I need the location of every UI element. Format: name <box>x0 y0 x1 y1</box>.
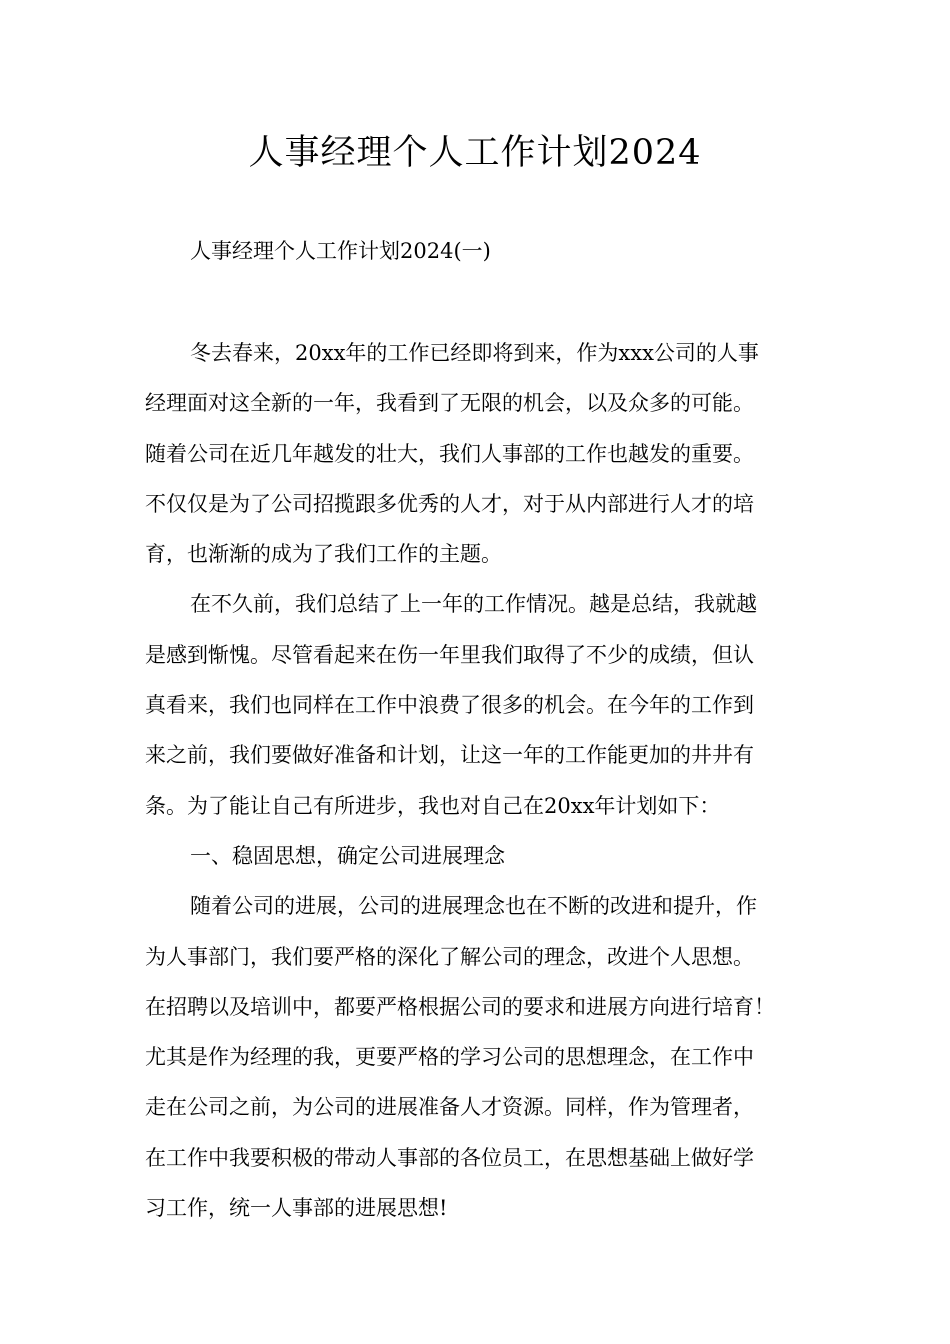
paragraph-line: 不仅仅是为了公司招揽跟多优秀的人才，对于从内部进行人才的培 <box>145 491 754 516</box>
document-title: 人事经理个人工作计划2024 <box>248 133 702 173</box>
paragraph-line: 走在公司之前，为公司的进展准备人才资源。同样，作为管理者， <box>145 1095 754 1120</box>
paragraph-line: 冬去春来，20xx年的工作已经即将到来，作为xxx公司的人事 <box>190 341 759 365</box>
document-subtitle: 人事经理个人工作计划2024(一) <box>190 239 491 263</box>
paragraph-line: 在招聘以及培训中，都要严格根据公司的要求和进展方向进行培育！ <box>145 994 775 1019</box>
document-body <box>145 332 809 1237</box>
section-heading: 一、稳固思想，确定公司进展理念 <box>190 843 505 868</box>
paragraph-line: 来之前，我们要做好准备和计划，让这一年的工作能更加的井井有 <box>145 743 754 768</box>
paragraph-line: 随着公司的进展，公司的进展理念也在不断的改进和提升，作 <box>190 894 757 919</box>
paragraph-line: 真看来，我们也同样在工作中浪费了很多的机会。在今年的工作到 <box>145 693 754 718</box>
paragraph-line: 为人事部门，我们要严格的深化了解公司的理念，改进个人思想。 <box>145 944 754 969</box>
paragraph-line: 在不久前，我们总结了上一年的工作情况。越是总结，我就越 <box>190 592 757 617</box>
paragraph-line: 在工作中我要积极的带动人事部的各位员工，在思想基础上做好学 <box>145 1145 754 1170</box>
paragraph-line: 育，也渐渐的成为了我们工作的主题。 <box>145 542 502 567</box>
paragraph-line: 是感到惭愧。尽管看起来在伤一年里我们取得了不少的成绩，但认 <box>145 642 754 667</box>
paragraph-line: 经理面对这全新的一年，我看到了无限的机会，以及众多的可能。 <box>145 391 754 416</box>
paragraph-line: 习工作，统一人事部的进展思想! <box>145 1196 448 1221</box>
paragraph-line: 条。为了能让自己有所进步，我也对自己在20xx年计划如下： <box>145 793 721 818</box>
paragraph-line: 尤其是作为经理的我，更要严格的学习公司的思想理念，在工作中 <box>145 1045 754 1070</box>
paragraph-line: 随着公司在近几年越发的壮大，我们人事部的工作也越发的重要。 <box>145 441 754 466</box>
